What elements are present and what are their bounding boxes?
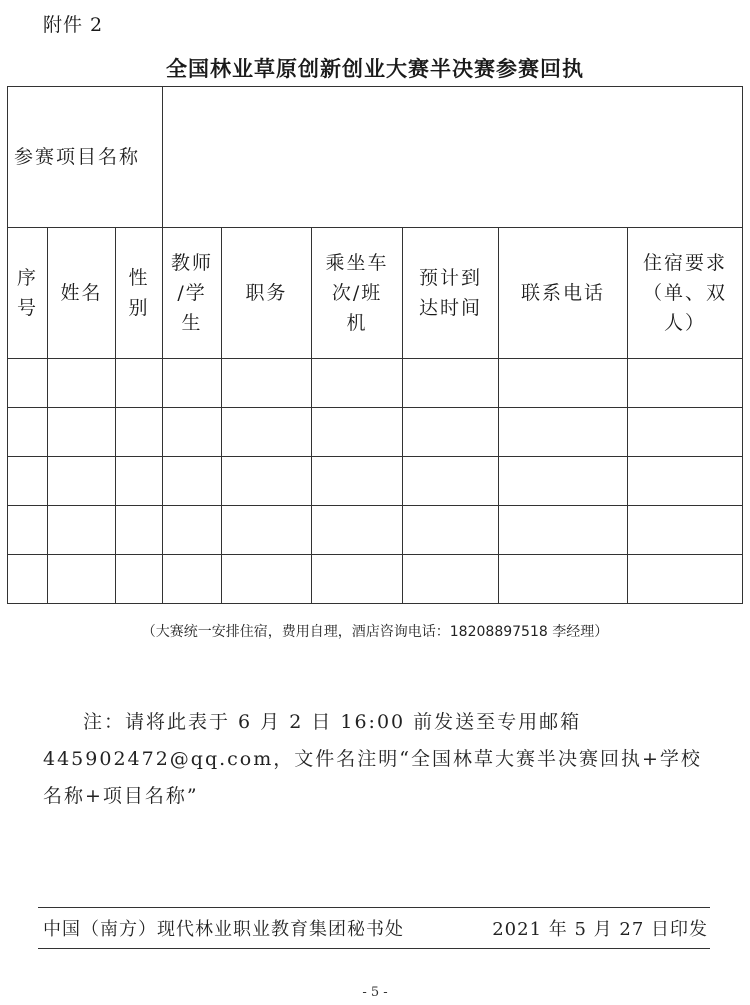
table-cell[interactable] <box>163 359 222 408</box>
table-row <box>8 408 743 457</box>
table-cell[interactable] <box>222 506 312 555</box>
table-cell[interactable] <box>8 359 48 408</box>
table-cell[interactable] <box>403 408 499 457</box>
table-row <box>8 457 743 506</box>
table-row <box>8 555 743 604</box>
table-cell[interactable] <box>116 506 163 555</box>
column-header-gender: 性 别 <box>116 228 163 359</box>
table-cell[interactable] <box>163 457 222 506</box>
table-cell[interactable] <box>312 359 403 408</box>
table-cell[interactable] <box>163 506 222 555</box>
footer-rule-bottom <box>38 948 710 949</box>
table-cell[interactable] <box>222 555 312 604</box>
column-header-name: 姓名 <box>48 228 116 359</box>
table-cell[interactable] <box>628 506 743 555</box>
submission-note <box>43 704 723 815</box>
table-cell[interactable] <box>403 506 499 555</box>
column-header-position: 职务 <box>222 228 312 359</box>
table-cell[interactable] <box>628 555 743 604</box>
attachment-label: 附件 2 <box>43 14 104 36</box>
table-cell[interactable] <box>628 408 743 457</box>
receipt-form-table <box>7 86 743 604</box>
table-cell[interactable] <box>48 457 116 506</box>
form-title: 全国林业草原创新创业大赛半决赛参赛回执 <box>166 57 584 81</box>
table-cell[interactable] <box>163 555 222 604</box>
table-cell[interactable] <box>403 359 499 408</box>
table-cell[interactable] <box>116 359 163 408</box>
note-line: 445902472@qq.com，文件名注明“全国林草大赛半决赛回执+学校 <box>43 748 702 770</box>
table-cell[interactable] <box>312 506 403 555</box>
table-cell[interactable] <box>312 457 403 506</box>
table-cell[interactable] <box>48 408 116 457</box>
table-cell[interactable] <box>8 457 48 506</box>
table-cell[interactable] <box>312 408 403 457</box>
column-header-role-type: 教师 /学 生 <box>163 228 222 359</box>
table-cell[interactable] <box>312 555 403 604</box>
table-cell[interactable] <box>499 359 628 408</box>
accommodation-footnote: （大赛统一安排住宿，费用自理，酒店咨询电话：18208897518 李经理） <box>141 624 609 640</box>
table-cell[interactable] <box>499 457 628 506</box>
table-cell[interactable] <box>116 457 163 506</box>
issue-date: 2021 年 5 月 27 日印发 <box>492 919 708 940</box>
project-name-row <box>8 87 743 228</box>
table-row <box>8 506 743 555</box>
table-cell[interactable] <box>403 555 499 604</box>
table-cell[interactable] <box>116 408 163 457</box>
table-cell[interactable] <box>48 506 116 555</box>
table-cell[interactable] <box>628 359 743 408</box>
table-cell[interactable] <box>48 555 116 604</box>
project-name-label: 参赛项目名称 <box>8 87 163 228</box>
column-header-phone: 联系电话 <box>499 228 628 359</box>
table-cell[interactable] <box>222 457 312 506</box>
table-cell[interactable] <box>8 506 48 555</box>
table-cell[interactable] <box>163 408 222 457</box>
table-cell[interactable] <box>628 457 743 506</box>
table-cell[interactable] <box>48 359 116 408</box>
column-header-arrival-time: 预计到 达时间 <box>403 228 499 359</box>
note-line: 注：请将此表于 6 月 2 日 16:00 前发送至专用邮箱 <box>83 711 582 733</box>
issuer: 中国（南方）现代林业职业教育集团秘书处 <box>43 919 404 940</box>
table-cell[interactable] <box>8 555 48 604</box>
column-header-transport: 乘坐车 次/班 机 <box>312 228 403 359</box>
table-cell[interactable] <box>116 555 163 604</box>
project-name-cell[interactable] <box>163 87 743 228</box>
column-header-index: 序 号 <box>8 228 48 359</box>
table-cell[interactable] <box>499 555 628 604</box>
table-cell[interactable] <box>222 359 312 408</box>
table-cell[interactable] <box>8 408 48 457</box>
page-number: - 5 - <box>362 985 388 1000</box>
table-row <box>8 359 743 408</box>
table-cell[interactable] <box>499 408 628 457</box>
column-header-accommodation: 住宿要求 （单、双 人） <box>628 228 743 359</box>
table-cell[interactable] <box>403 457 499 506</box>
table-cell[interactable] <box>499 506 628 555</box>
note-line: 名称+项目名称” <box>43 785 199 807</box>
column-header-row <box>8 228 743 359</box>
table-cell[interactable] <box>222 408 312 457</box>
footer-rule-top <box>38 907 710 908</box>
